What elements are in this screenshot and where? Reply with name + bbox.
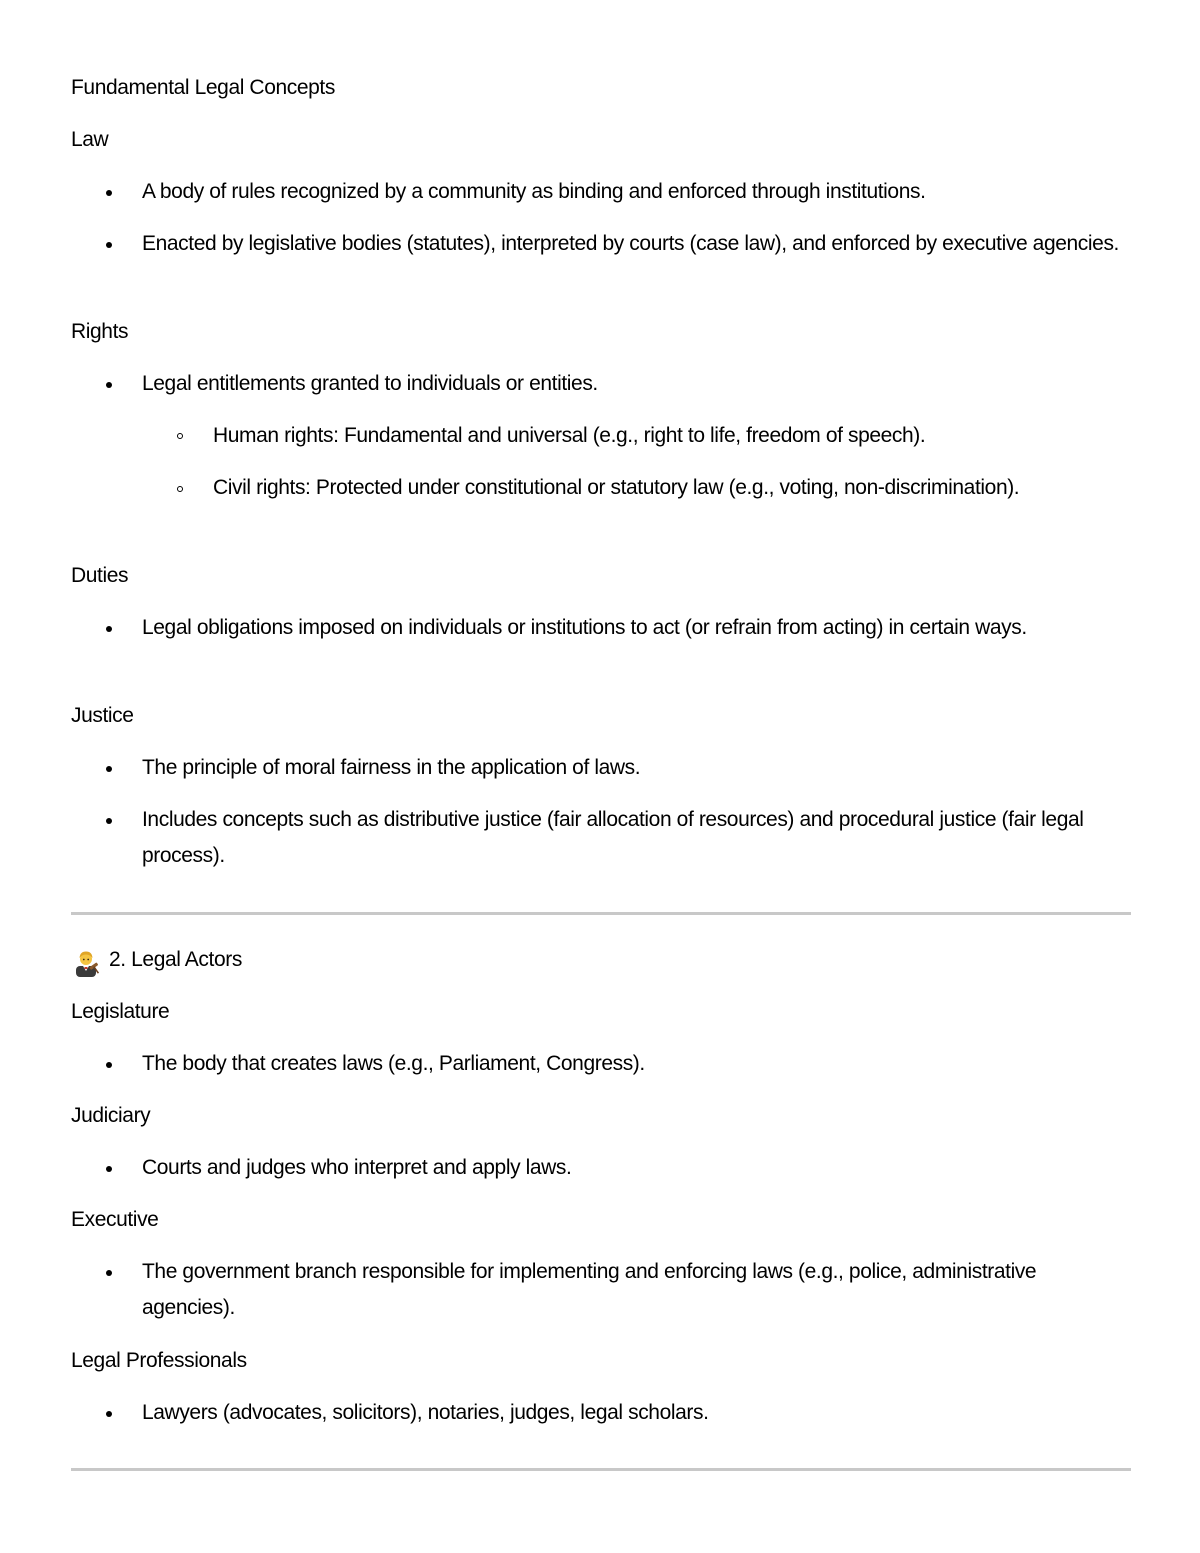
bullet-icon (106, 190, 112, 196)
bullet-icon (106, 766, 112, 772)
heading-legal-professionals: Legal Professionals (71, 1349, 247, 1372)
heading-rights: Rights (71, 320, 129, 343)
bullet-icon (106, 1062, 112, 1068)
circle-bullet-icon (177, 433, 183, 439)
section-title: 2. Legal Actors (109, 948, 242, 971)
divider (71, 1468, 1131, 1471)
bullet-icon (106, 1270, 112, 1276)
heading-justice: Justice (71, 704, 134, 727)
divider (71, 912, 1131, 915)
heading-law: Law (71, 128, 109, 151)
bullet-icon (106, 626, 112, 632)
bullet-icon (106, 382, 112, 388)
section-title: Fundamental Legal Concepts (71, 76, 335, 99)
judge-icon (71, 948, 101, 978)
circle-bullet-icon (177, 486, 183, 492)
bullet-icon (106, 242, 112, 248)
bullet-icon (106, 818, 112, 824)
heading-executive: Executive (71, 1208, 159, 1231)
bullet-icon (106, 1411, 112, 1417)
bullet-icon (106, 1166, 112, 1172)
heading-legislature: Legislature (71, 1000, 170, 1023)
heading-duties: Duties (71, 564, 129, 587)
heading-judiciary: Judiciary (71, 1104, 151, 1127)
